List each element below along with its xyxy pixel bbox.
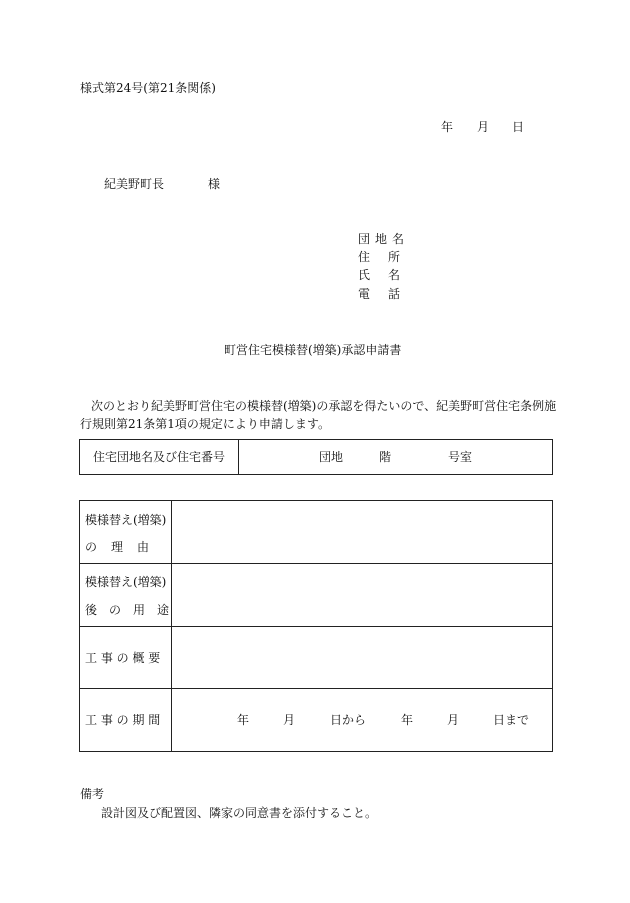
detail-row-divider [79,563,553,564]
period-year2: 年 [401,713,414,727]
detail-row-divider [79,626,553,627]
addressee-name: 紀美野町長 [104,177,165,191]
period-year1: 年 [237,713,250,727]
addressee-honorific: 様 [208,177,221,191]
detail-row-divider [79,688,553,689]
period-month2: 月 [447,713,460,727]
overview-label: 工 事 の 概 要 [85,651,161,665]
danchi-label: 団地名 [358,232,410,246]
remarks-text: 設計図及び配置図、隣家の同意書を添付すること。 [101,806,378,820]
housing-table-divider [238,439,239,475]
document-title: 町営住宅模様替(増築)承認申請書 [224,343,402,357]
period-label: 工 事 の 期 間 [85,713,161,727]
reason-label-line1: 模様替え(増築) [85,513,167,527]
housing-row-label: 住宅団地名及び住宅番号 [93,450,226,464]
use-label-line2: 後 の 用 途 [85,603,170,617]
body-text-line2: 行規則第21条第1項の規定により申請します。 [80,417,330,431]
remarks-heading: 備考 [80,787,105,801]
body-text-line1: 次のとおり紀美野町営住宅の模様替(増築)の承認を得たいので、紀美野町営住宅条例施 [91,399,557,413]
date-year: 年 [441,120,454,134]
use-label-line1: 模様替え(増築) [85,575,167,589]
name-label: 氏 名 [358,268,404,282]
housing-floor: 階 [379,450,392,464]
period-from: 日から [330,713,367,727]
date-month: 月 [477,120,490,134]
date-day: 日 [512,120,525,134]
period-month1: 月 [283,713,296,727]
address-label: 住 所 [358,250,404,264]
period-until: 日まで [493,713,530,727]
housing-room: 号室 [448,450,473,464]
phone-label: 電 話 [358,287,404,301]
housing-danchi: 団地 [319,450,344,464]
reason-label-line2: の 理 由 [85,540,151,554]
form-number: 様式第24号(第21条関係) [80,81,216,95]
